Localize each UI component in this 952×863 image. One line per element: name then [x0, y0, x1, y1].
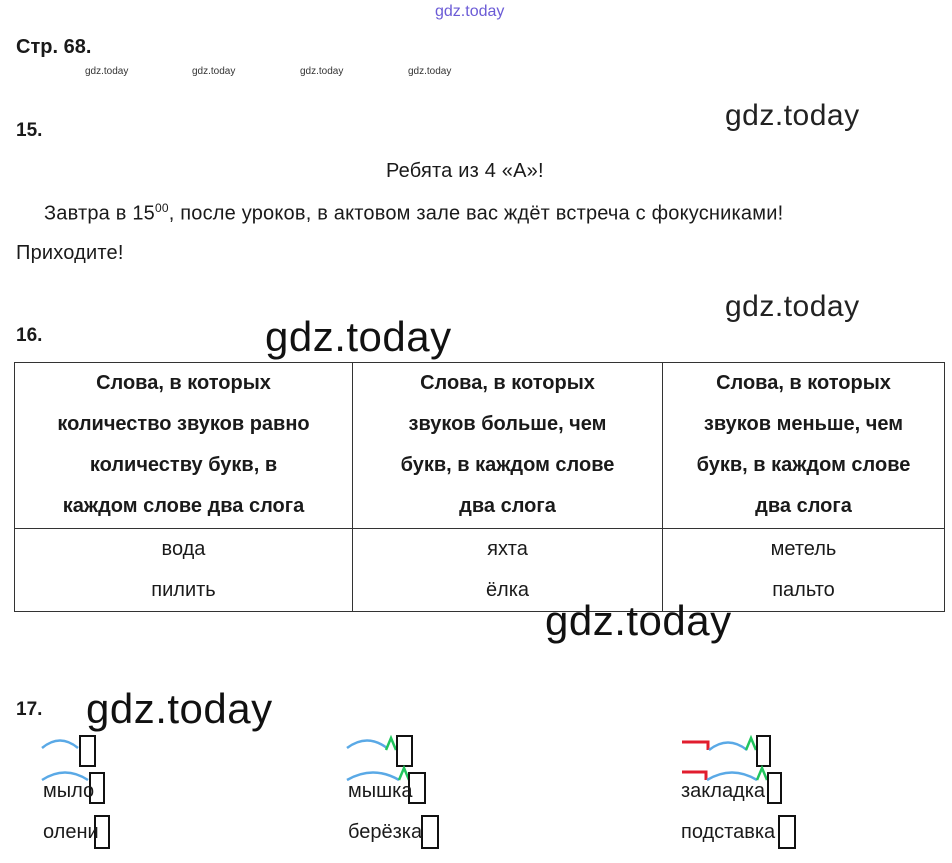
word: ёлка — [485, 579, 530, 601]
header-line: количество звуков равно — [57, 413, 310, 435]
header-line: количеству букв, в — [89, 454, 278, 476]
header-line: звуков больше, чем — [408, 413, 607, 435]
exercise-17-number: 17. — [16, 699, 43, 720]
word-beryozka: берёзка — [348, 821, 423, 843]
word-myshka: мышка — [348, 780, 413, 802]
header-line: букв, в каждом слове — [400, 454, 615, 476]
words-table — [14, 362, 945, 612]
watermark-top: gdz.today — [435, 3, 505, 20]
header-line: два слога — [755, 495, 852, 517]
root-arc-icon — [707, 773, 757, 781]
ending-box-icon — [768, 773, 781, 803]
page-title: Стр. 68. — [16, 36, 92, 58]
word: метель — [770, 538, 837, 560]
notice-line-2: Приходите! — [16, 242, 124, 264]
watermark: gdz.today — [725, 290, 860, 323]
word-zakladka: закладка — [681, 780, 766, 802]
suffix-icon — [399, 768, 409, 780]
ending-box-icon — [80, 736, 95, 766]
root-arc-icon — [42, 773, 88, 781]
suffix-icon — [746, 738, 756, 750]
suffix-icon — [386, 738, 396, 750]
watermark: gdz.today — [86, 685, 273, 732]
root-arc-icon — [709, 743, 747, 751]
table-row — [15, 529, 945, 612]
root-arc-icon — [347, 773, 399, 781]
word-podstavka: подставка — [681, 821, 776, 843]
prefix-icon — [682, 772, 706, 780]
root-arc-icon — [42, 741, 78, 749]
watermark-small: gdz.today — [85, 66, 129, 77]
table-header-cell — [353, 363, 663, 529]
watermark-small: gdz.today — [192, 66, 236, 77]
exercise-16-number: 16. — [16, 325, 43, 346]
notice-text: Завтра в 15 — [44, 202, 155, 225]
table-cell — [15, 529, 353, 612]
table-header-cell — [15, 363, 353, 529]
watermark-small: gdz.today — [300, 66, 344, 77]
header-line: Слова, в которых — [96, 372, 271, 394]
header-line: каждом слове два слога — [62, 495, 305, 517]
scheme-root-suffix-ending — [347, 736, 412, 780]
root-arc-icon — [347, 741, 387, 749]
watermark: gdz.today — [725, 99, 860, 132]
notice-time-minutes: 00 — [154, 201, 169, 215]
header-line: Слова, в которых — [716, 372, 891, 394]
watermark: gdz.today — [265, 313, 452, 360]
ending-box-icon — [397, 736, 412, 766]
table-header-row — [15, 363, 945, 529]
header-line: букв, в каждом слове — [696, 454, 911, 476]
watermark: gdz.today — [545, 597, 732, 644]
header-line: Слова, в которых — [420, 372, 595, 394]
header-line: звуков меньше, чем — [703, 413, 904, 435]
table-header-cell — [663, 363, 945, 529]
prefix-icon — [682, 742, 708, 750]
suffix-icon — [757, 768, 767, 780]
ending-box-icon — [422, 816, 438, 848]
word: пальто — [772, 579, 835, 601]
scheme-root-ending — [42, 736, 95, 780]
ending-box-icon — [757, 736, 770, 766]
ending-box-icon — [779, 816, 795, 848]
notice-line-1 — [44, 201, 783, 226]
header-line: два слога — [459, 495, 556, 517]
morpheme-schemes — [0, 728, 952, 863]
word: яхта — [487, 538, 528, 560]
exercise-15-number: 15. — [16, 120, 43, 141]
word-mylo: мыло — [43, 780, 95, 802]
watermark-small: gdz.today — [408, 66, 452, 77]
word: вода — [161, 538, 206, 560]
notice-greeting: Ребята из 4 «А»! — [386, 160, 544, 182]
word-oleni: олени — [43, 821, 99, 843]
word: пилить — [151, 579, 216, 601]
notice-text: , после уроков, в актовом зале вас ждёт встреча с фокусниками! — [168, 202, 784, 225]
